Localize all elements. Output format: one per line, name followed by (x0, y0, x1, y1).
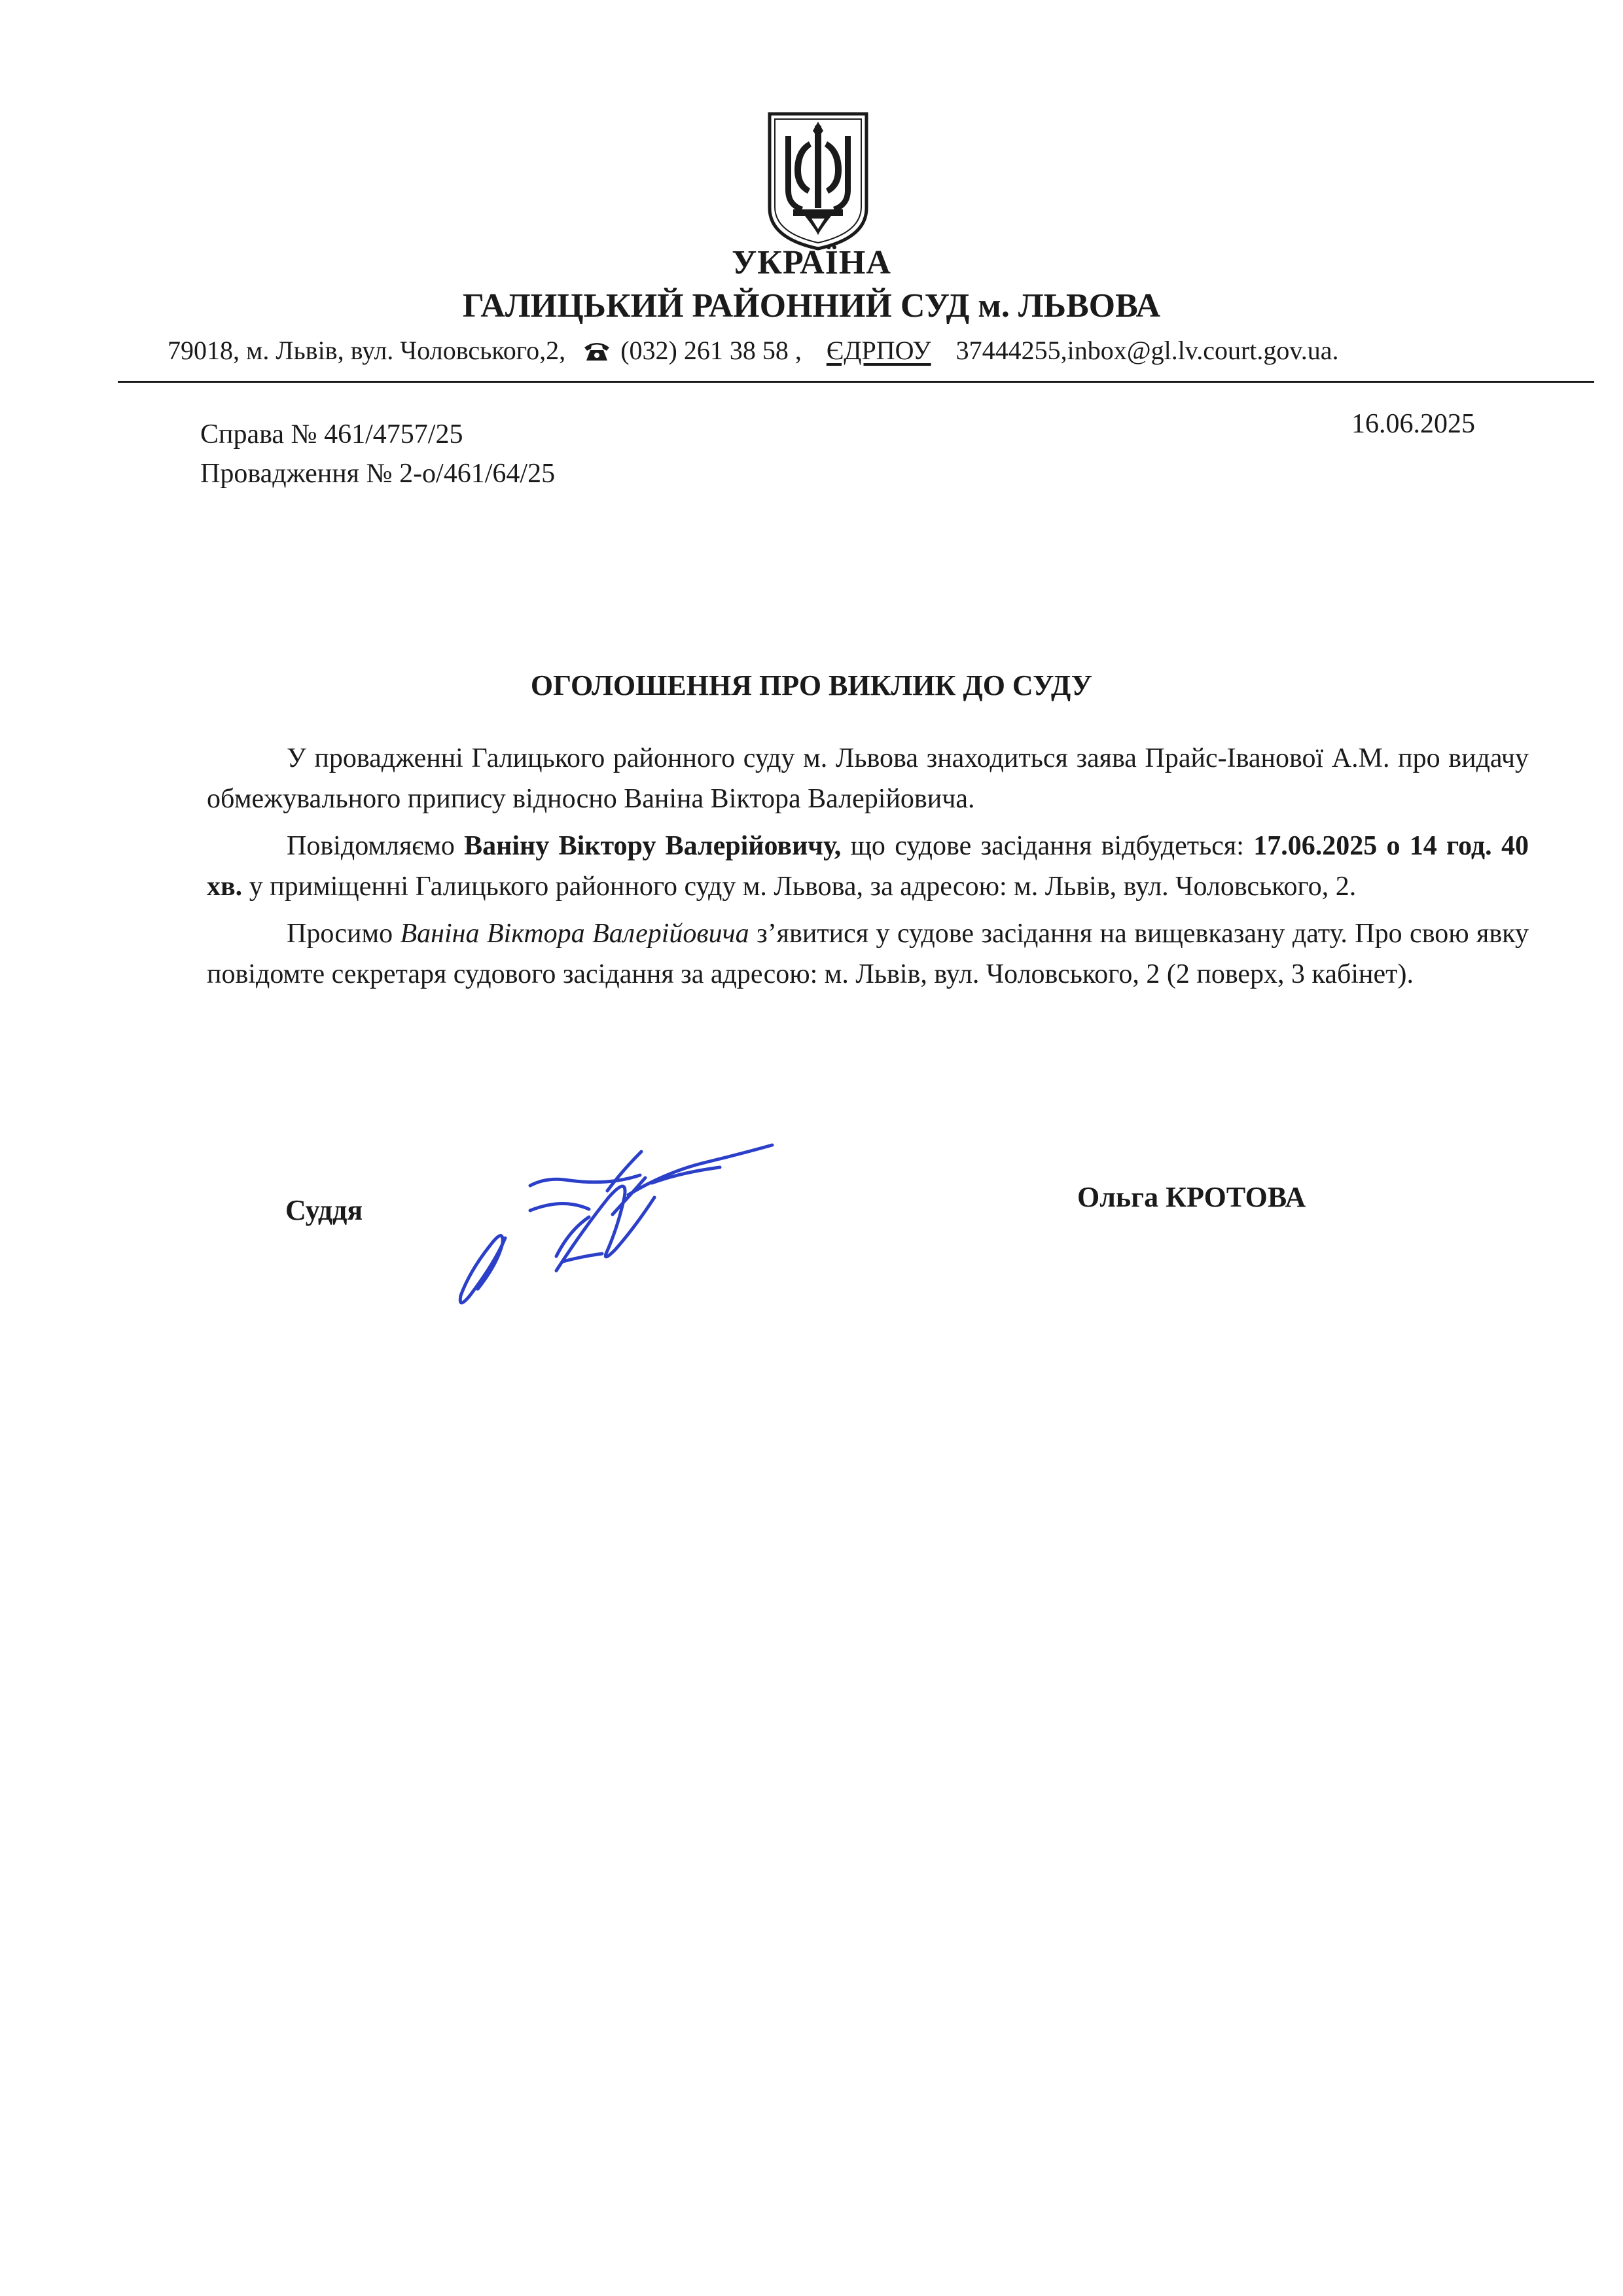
country-heading: УКРАЇНА (732, 244, 891, 281)
hearing-location: у приміщенні Галицького районного суду м. Львова, за адресою: м. Львів, вул. Чоловського, 2. (242, 872, 1357, 902)
paragraph-request (207, 913, 1529, 995)
edrpou-label: ЄДРПОУ (826, 336, 931, 365)
handwritten-signature (432, 1099, 838, 1322)
proceeding-number: Провадження № 2-о/461/64/25 (200, 459, 556, 489)
hearing-lead: Повідомляємо (287, 831, 465, 861)
telephone-icon (582, 340, 611, 363)
hearing-mid: що судове засідання відбудеться: (841, 831, 1254, 861)
case-number: Справа № 461/4757/25 (200, 419, 463, 450)
request-tail: з’явитися у судове засідання на вищевказану дату. Про свою явку повідомте секретаря судового засідання за адресою: м. Львів, вул. Чоловського, 2 (2 поверх, 3 кабінет). (207, 919, 1529, 989)
edrpou-and-email: 37444255,inbox@gl.lv.court.gov.ua. (955, 336, 1339, 365)
respondent-name-dative: Ваніну Віктору Валерійовичу, (464, 831, 842, 861)
hearing-datetime: 17.06.2025 о 14 год. 40 хв. (207, 831, 1529, 902)
coat-of-arms-icon (766, 110, 870, 253)
paragraph-hearing (207, 826, 1529, 907)
request-lead: Просимо (287, 919, 401, 949)
header-divider (118, 381, 1594, 383)
respondent-name-genitive: Ваніна Віктора Валерійовича (400, 919, 749, 949)
court-phone: (032) 261 38 58 , (620, 336, 802, 365)
notice-title: ОГОЛОШЕННЯ ПРО ВИКЛИК ДО СУДУ (530, 669, 1093, 701)
court-address: 79018, м. Львів, вул. Чоловського,2, (168, 336, 566, 365)
court-contacts (168, 335, 1575, 374)
document-date: 16.06.2025 (1351, 409, 1475, 439)
judge-name: Ольга КРОТОВА (1077, 1181, 1306, 1213)
court-name-heading: ГАЛИЦЬКИЙ РАЙОННИЙ СУД м. ЛЬВОВА (462, 287, 1161, 325)
notice-body (207, 738, 1529, 1001)
judge-title: Суддя (285, 1194, 363, 1226)
paragraph-application: У провадженні Галицького районного суду м. Львова знаходиться заява Прайс-Іванової А.М. про видачу обмежувального припису відносно Ваніна Віктора Валерійовича. (207, 743, 1529, 814)
